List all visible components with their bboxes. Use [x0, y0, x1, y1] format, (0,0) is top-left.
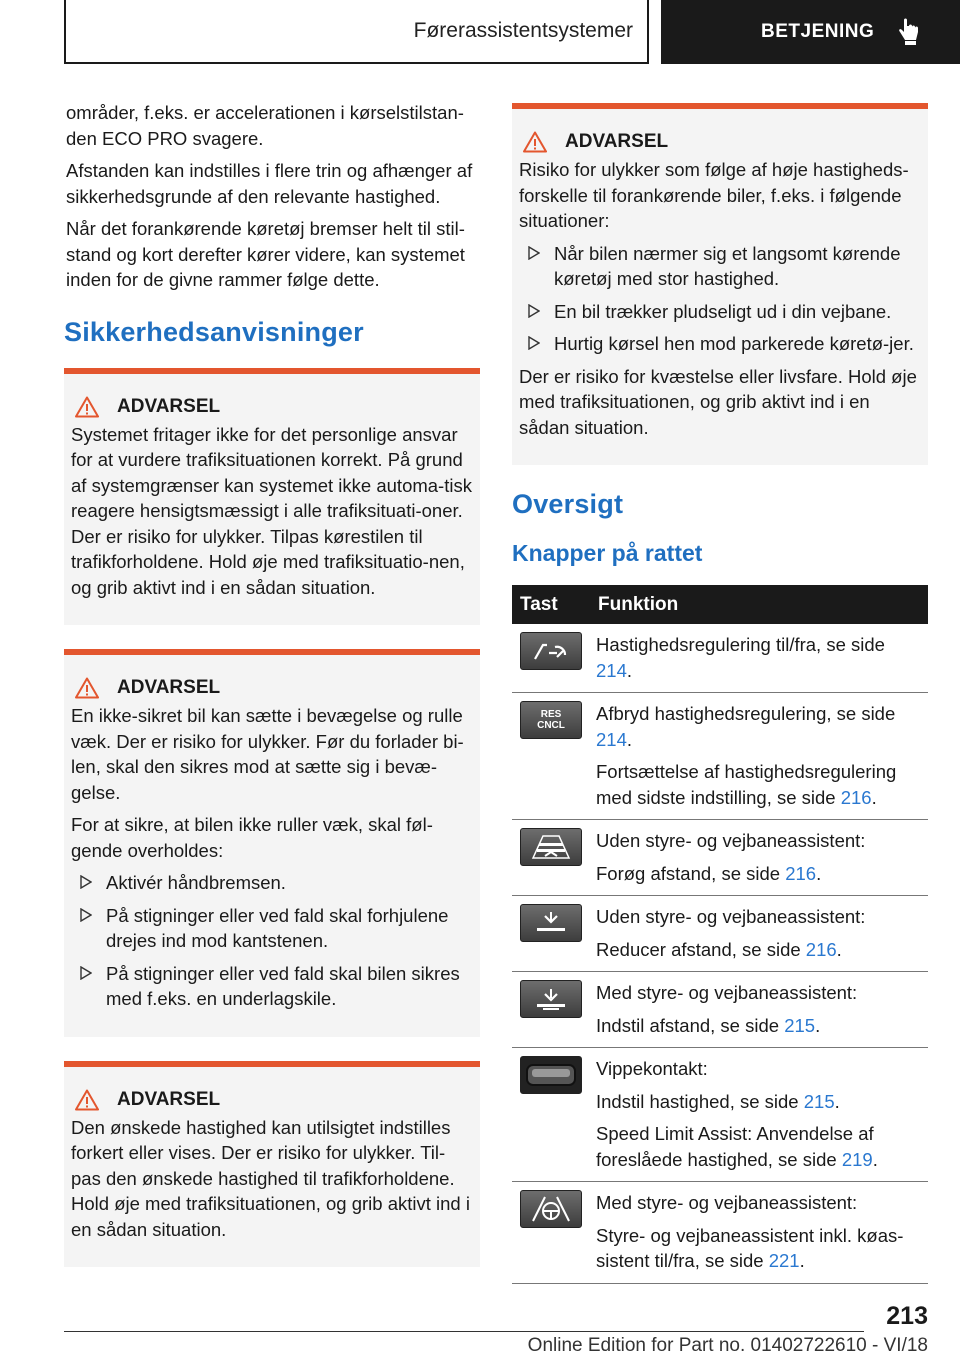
function-text: Reducer afstand, se side 216.	[596, 938, 842, 960]
list-item: Når bilen nærmer sig et langsomt kørende køretøj med stor hastighed.	[519, 241, 921, 292]
intro-paragraph-1: områder, f.eks. er accelerationen i kørselstilstan-den ECO PRO svagere.	[66, 102, 464, 149]
function-text: Indstil hastighed, se side 215.	[596, 1090, 840, 1112]
function-text: Afbryd hastighedsregulering, se side 214.	[596, 703, 896, 750]
page-reference-link[interactable]: 216	[840, 786, 872, 808]
hand-pointer-icon	[896, 18, 920, 46]
warning-box-2	[64, 649, 480, 1037]
steering-buttons-heading: Knapper på rattet	[512, 540, 703, 566]
table-row	[512, 896, 928, 972]
warning-text: Der er risiko for kvæstelse eller livsfare. Hold øje med trafiksituationen, og grib aktivt ind i en sådan situation.	[519, 365, 917, 438]
warning-triangle-icon	[75, 677, 99, 699]
bullet-triangle-icon	[80, 875, 92, 889]
intro-paragraph-2: Afstanden kan indstilles i flere trin og afhænger af sikkerhedsgrunde af den relevante hastighed.	[66, 160, 473, 207]
function-text: Hastighedsregulering til/fra, se side 214.	[596, 634, 885, 681]
bullet-triangle-icon	[528, 304, 540, 318]
function-text: Speed Limit Assist: Anvendelse af foreslåede hastighed, se side 219.	[596, 1123, 878, 1170]
warning-text: Den ønskede hastighed kan utilsigtet indstilles forkert eller vises. Der er risiko for ulykker. Til-pas den ønskede hastighed til trafikforholdene. Hold øje med trafiksituationen, og grib aktivt ind i en sådan situation.	[71, 1116, 470, 1240]
cruise-control-icon	[520, 632, 582, 670]
warning-title: ADVARSEL	[565, 131, 669, 152]
warning-title: ADVARSEL	[117, 1088, 221, 1110]
warning-box-4	[512, 103, 928, 465]
table-row	[512, 624, 928, 693]
header-chapter	[661, 0, 960, 64]
warning-text: Systemet fritager ikke for det personlige ansvar for at vurdere trafiksituationen korrekt. På grund af systemgrænser kan systemet ikke automa-tisk reagere hensigtsmæssigt i alle trafiksituati-oner. Der er risiko for ulykker. Tilpas kørestilen til trafikforholdene. Hold øje med trafiksituatio-nen, og grib aktivt ind i en sådan situation.	[71, 423, 472, 598]
warning-title: ADVARSEL	[117, 395, 221, 417]
warning-text: En ikke-sikret bil kan sætte i bevægelse og rulle væk. Der er risiko for ulykker. Før du forlader bi-len, skal den sikres mod at sætte sig i bevæ-gelse.	[71, 705, 464, 803]
overview-heading: Oversigt	[512, 489, 624, 519]
bullet-triangle-icon	[80, 908, 92, 922]
table-row	[512, 972, 928, 1048]
res-cncl-icon: RES CNCL	[520, 701, 582, 739]
list-item: Aktivér håndbremsen.	[71, 870, 473, 896]
bullet-triangle-icon	[528, 246, 540, 260]
function-text: Styre- og vejbaneassistent inkl. køas-sistent til/fra, se side 221.	[596, 1224, 904, 1271]
list-item: En bil trækker pludseligt ud i din vejbane.	[519, 299, 921, 325]
function-text: Vippekontakt:	[596, 1058, 708, 1079]
table-row	[512, 1182, 928, 1284]
function-text: Fortsættelse af hastighedsregulering med sidste indstilling, se side 216.	[596, 761, 897, 808]
table-row	[512, 693, 928, 820]
header-section	[64, 0, 649, 64]
bullet-triangle-icon	[80, 966, 92, 980]
page-reference-link[interactable]: 221	[768, 1250, 800, 1271]
safety-heading: Sikkerhedsanvisninger	[64, 316, 364, 347]
function-text: Uden styre- og vejbaneassistent:	[596, 906, 866, 927]
column-header-function: Funktion	[598, 593, 679, 615]
warning-triangle-icon	[75, 1089, 99, 1111]
left-column	[64, 100, 480, 1279]
page-reference-link[interactable]: 214	[596, 728, 627, 750]
function-text: Indstil afstand, se side 215.	[596, 1014, 821, 1036]
page-reference-link[interactable]: 219	[841, 1148, 873, 1170]
warning-box-3	[64, 1061, 480, 1268]
table-header	[512, 585, 928, 624]
bullet-list	[519, 241, 921, 357]
list-item: På stigninger eller ved fald skal bilen sikres med f.eks. en underlagskile.	[71, 961, 473, 1012]
list-item: På stigninger eller ved fald skal forhjulene drejes ind mod kantstenen.	[71, 903, 473, 954]
buttons-table	[512, 585, 928, 1284]
steering-assistant-icon	[520, 1190, 582, 1228]
warning-title: ADVARSEL	[117, 677, 221, 698]
page-reference-link[interactable]: 216	[785, 862, 817, 884]
page-reference-link[interactable]: 215	[803, 1090, 835, 1112]
distance-decrease-icon	[520, 904, 582, 942]
page-reference-link[interactable]: 215	[784, 1014, 816, 1036]
page-reference-link[interactable]: 216	[805, 938, 837, 960]
intro-paragraph-3: Når det forankørende køretøj bremser helt til stil-stand og kort derefter kører videre, kan systemet inden for de givne rammer følge dette.	[66, 218, 465, 290]
distance-increase-icon	[520, 828, 582, 866]
function-text: Forøg afstand, se side 216.	[596, 862, 822, 884]
table-row	[512, 1048, 928, 1182]
page-number: 213	[886, 1302, 928, 1330]
page-reference-link[interactable]: 214	[596, 659, 627, 681]
footer-edition: Online Edition for Part no. 01402722610 - VI/18	[527, 1335, 928, 1356]
section-title: Førerassistentsystemer	[413, 19, 633, 42]
function-text: Med styre- og vejbaneassistent:	[596, 982, 858, 1003]
warning-triangle-icon	[523, 131, 547, 153]
table-row	[512, 820, 928, 896]
column-header-key: Tast	[520, 593, 558, 615]
right-column	[512, 103, 928, 1284]
warning-box-1	[64, 368, 480, 626]
warning-triangle-icon	[75, 396, 99, 418]
footer-divider	[64, 1331, 864, 1332]
rocker-switch-icon	[520, 1056, 582, 1094]
list-item: Hurtig kørsel hen mod parkerede køretø-jer.	[519, 331, 921, 357]
bullet-list	[71, 870, 473, 1012]
function-text: Med styre- og vejbaneassistent:	[596, 1192, 858, 1213]
function-text: Uden styre- og vejbaneassistent:	[596, 830, 866, 851]
distance-set-icon	[520, 980, 582, 1018]
chapter-title: BETJENING	[761, 21, 875, 42]
warning-text: For at sikre, at bilen ikke ruller væk, skal føl-gende overholdes:	[71, 814, 433, 861]
bullet-triangle-icon	[528, 336, 540, 350]
warning-text: Risiko for ulykker som følge af høje hastigheds-forskelle til forankørende biler, f.eks. i følgende situationer:	[519, 159, 909, 231]
